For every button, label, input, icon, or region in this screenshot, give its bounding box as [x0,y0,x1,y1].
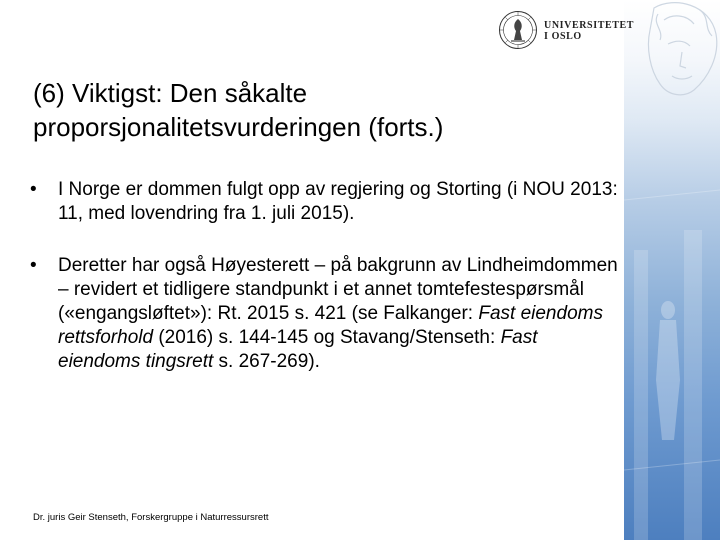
bullet-marker: • [30,179,37,200]
book-title-italic: Fast eiendoms tingsrett [58,327,538,372]
bullet-list [30,178,625,374]
slide-title [33,76,593,144]
sculpture-image [624,0,720,540]
bullet-item [30,254,625,374]
bullet-text: (2016) s. 144-145 og Stavang/Stenseth: [153,327,501,348]
university-seal-icon [498,10,538,50]
bullet-text: Deretter har også Høyesterett – på bakgrunn av Lindheimdommen – revidert et tidligere standpunkt i et annet tomtefestespørsmål («engangsløftet»): Rt. 2015 s. 421 (se Falkanger: [58,255,618,324]
decorative-side-strip [624,0,720,540]
footer-text: Dr. juris Geir Stenseth, Forskergruppe i Naturressursrett [33,512,269,523]
logo-line-1: UNIVERSITETET [544,20,635,31]
bullet-text: s. 267-269). [213,351,320,372]
logo-line-2: I OSLO [544,31,582,42]
title-line-1: (6) Viktigst: Den såkalte [33,78,308,108]
title-line-2: proporsjonalitetsvurderingen (forts.) [33,112,444,142]
book-title-italic: Fast eiendoms rettsforhold [58,303,603,348]
university-logo[interactable] [498,10,638,50]
bullet-text: I Norge er dommen fulgt opp av regjering og Storting (i NOU 2013: 11, med lovendring fra 1. juli 2015). [58,179,618,224]
bullet-marker: • [30,255,37,276]
bullet-item [30,178,625,226]
